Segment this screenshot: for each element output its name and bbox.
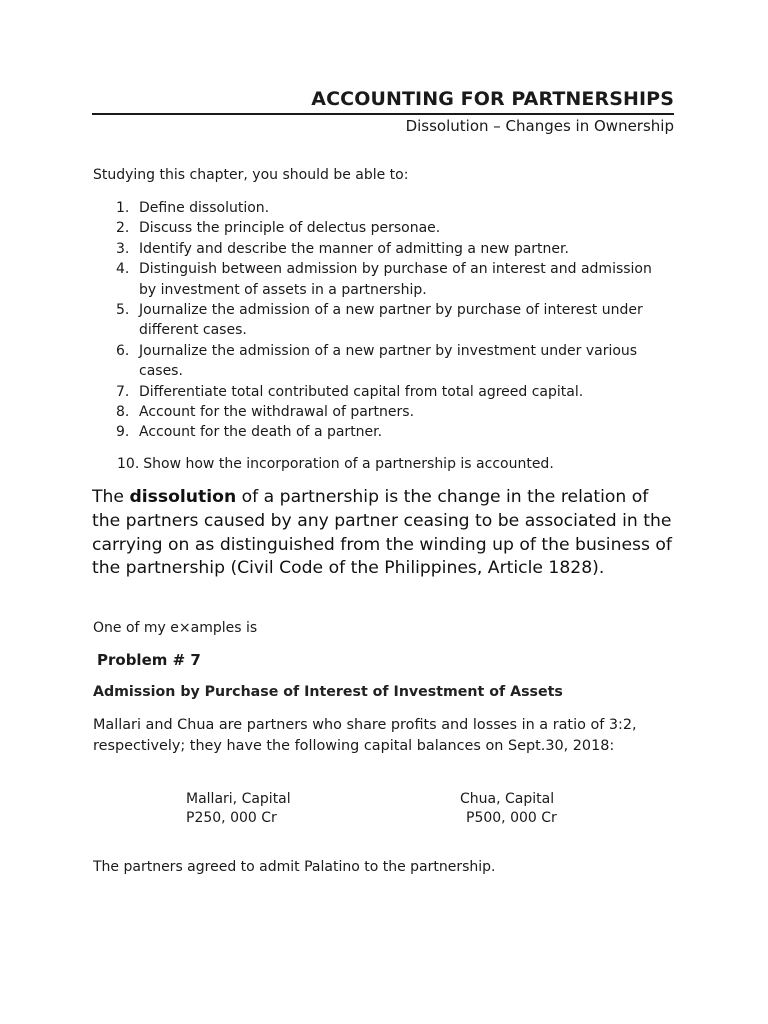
item-text: Discuss the principle of delectus personae. (139, 220, 441, 237)
mallari-capital (186, 790, 291, 828)
list-item (93, 198, 653, 218)
example-intro: One of my e×amples is (93, 620, 258, 636)
item-text: Account for the death of a partner. (139, 424, 383, 441)
capital-name: Chua, Capital (460, 791, 555, 807)
item-text: Define dissolution. (139, 200, 270, 216)
item-text: Journalize the admission of a new partner by investment under various cases. (139, 342, 638, 380)
dissolution-definition (92, 486, 682, 581)
page-subtitle: Dissolution – Changes in Ownership (405, 117, 674, 135)
item-text: Account for the withdrawal of partners. (139, 404, 415, 421)
list-item (93, 239, 653, 259)
item-text: Show how the incorporation of a partnership is accounted. (143, 455, 554, 472)
item-number: 9. (116, 424, 130, 441)
objectives-list (93, 198, 653, 474)
capital-amount: P250, 000 Cr (186, 810, 277, 826)
item-number: 6. (116, 342, 130, 359)
definition-term: dissolution (129, 487, 237, 507)
chua-capital (460, 790, 557, 828)
list-item (93, 341, 653, 382)
capital-name: Mallari, Capital (186, 791, 291, 807)
definition-lead: The (92, 487, 130, 507)
intro-text: Studying this chapter, you should be able to: (93, 167, 409, 183)
definition-body: of a partnership is the change in the relation of the partners caused by any partner ceasing to be associated in the carrying on as distinguished from the winding up of the business of the partnership (Civil Code of the Philippines, Article 1828). (92, 487, 672, 579)
list-item (93, 382, 653, 402)
item-number: 5. (116, 302, 130, 319)
page-title: ACCOUNTING FOR PARTNERSHIPS (311, 88, 674, 110)
list-item (93, 422, 653, 442)
list-item (93, 454, 653, 474)
item-text: Journalize the admission of a new partner by purchase of interest under different cases. (139, 302, 643, 339)
item-number: 4. (116, 261, 130, 278)
item-text: Identify and describe the manner of admitting a new partner. (139, 240, 569, 257)
capital-amount: P500, 000 Cr (466, 810, 557, 826)
item-number: 3. (116, 240, 130, 257)
title-rule (92, 113, 674, 115)
problem-paragraph: Mallari and Chua are partners who share profits and losses in a ratio of 3:2, respectively; they have the following capital balances on Sept.30, 2018: (93, 717, 637, 754)
list-item (93, 402, 653, 422)
item-number: 10. (117, 455, 140, 472)
problem-label: Problem # 7 (97, 651, 201, 669)
item-text: Distinguish between admission by purchase of an interest and admission by investment of assets in a partnership. (139, 261, 652, 298)
list-item (93, 300, 653, 341)
list-item (93, 259, 653, 300)
item-number: 7. (116, 383, 130, 400)
item-number: 1. (116, 200, 130, 216)
list-item (93, 218, 653, 238)
item-text: Differentiate total contributed capital from total agreed capital. (139, 383, 584, 400)
item-number: 8. (116, 404, 130, 421)
closing-sentence: The partners agreed to admit Palatino to the partnership. (93, 859, 496, 875)
item-number: 2. (116, 220, 130, 237)
section-heading: Admission by Purchase of Interest of Investment of Assets (93, 684, 563, 700)
